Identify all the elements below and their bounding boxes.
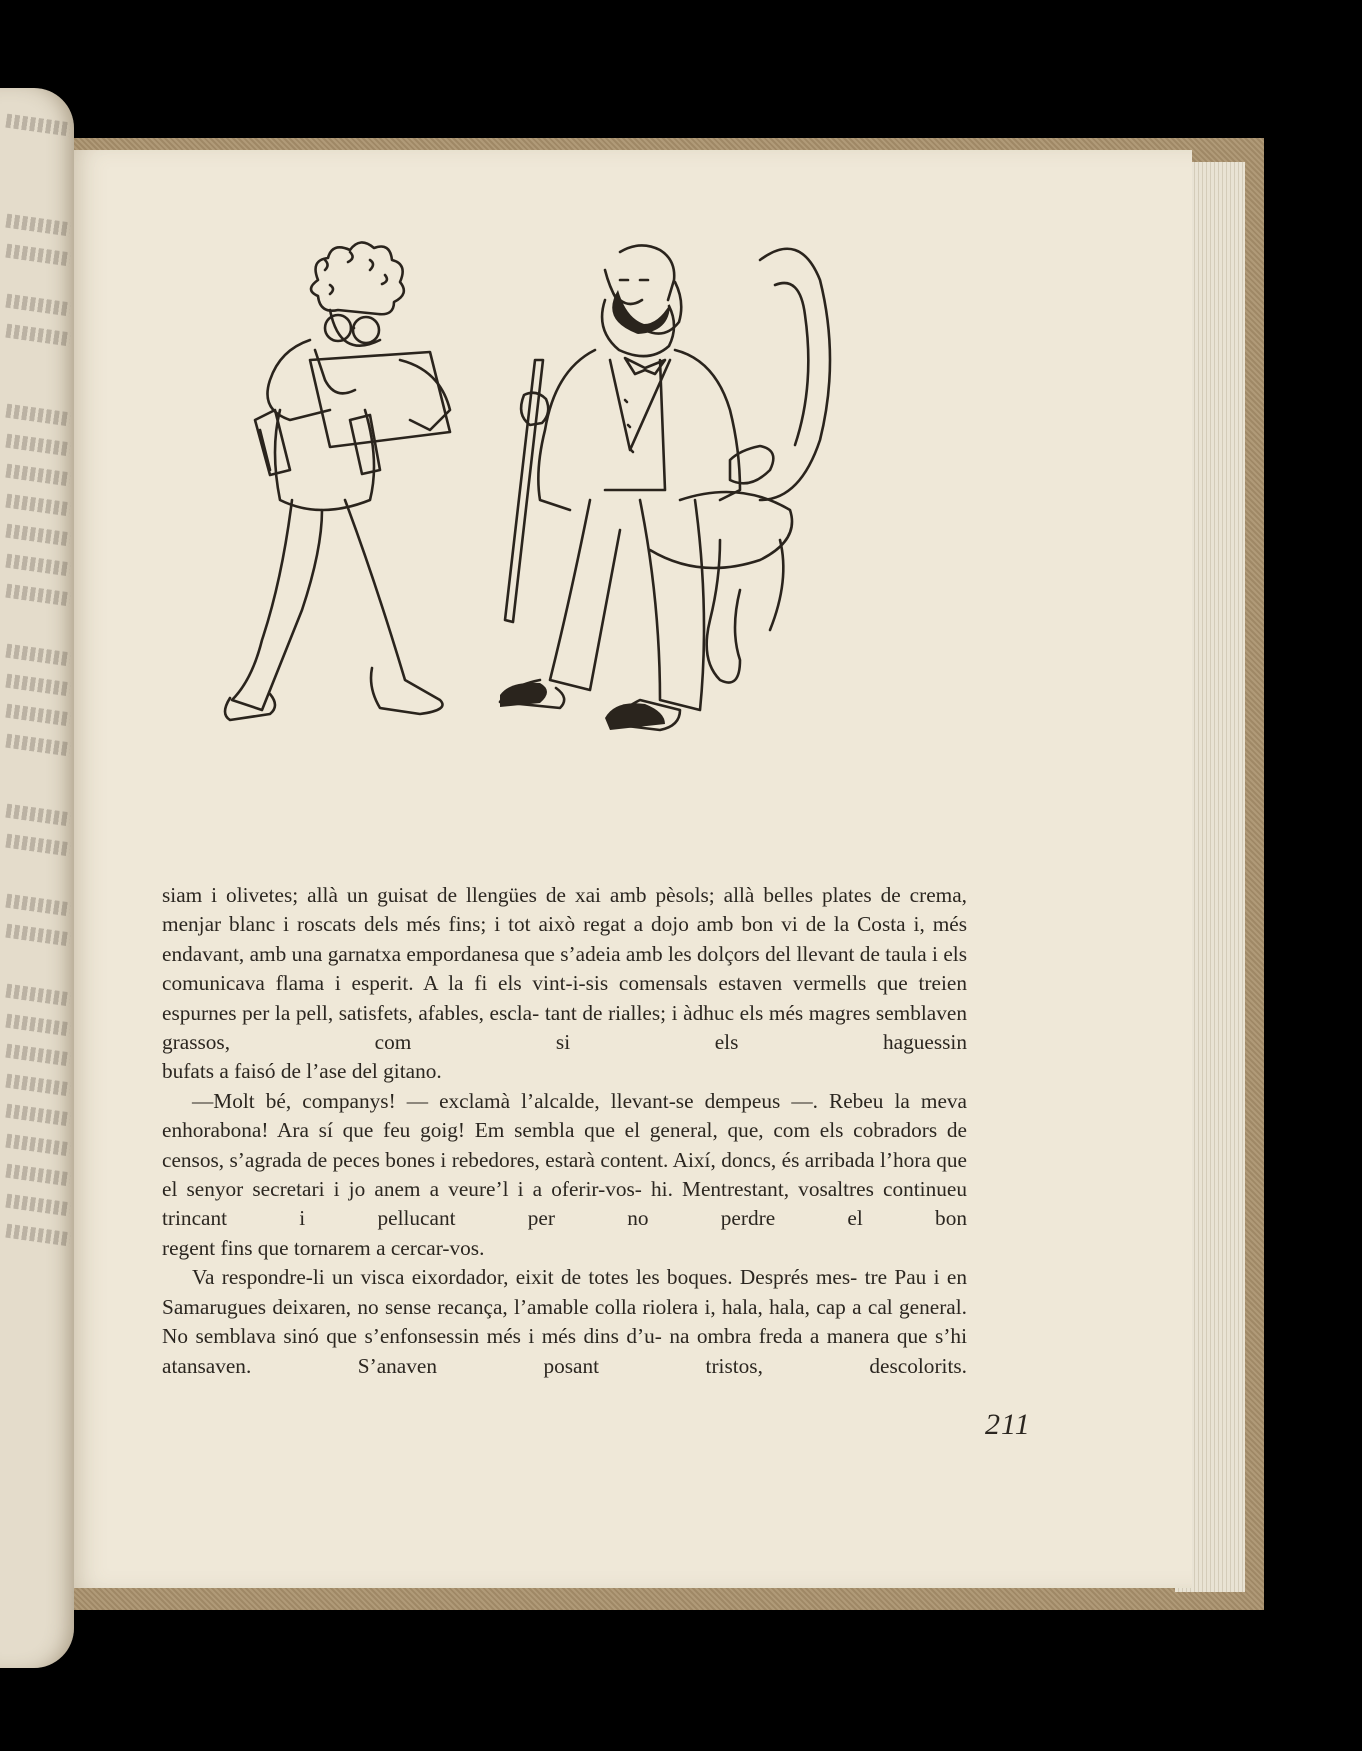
faded-text-line <box>5 1164 70 1187</box>
faded-text-line <box>5 674 70 697</box>
paragraph-last-line <box>162 1234 967 1263</box>
text-line: siam i olivetes; allà un guisat de llengües de xai amb pèsols; allà belles plates <box>162 883 872 907</box>
text-line: Va respondre-li un visca eixordador, eixit de totes les boques. Després mes- <box>192 1265 858 1290</box>
faded-text-line <box>5 1074 70 1097</box>
faded-text-line <box>5 524 70 547</box>
text-line: de crema, menjar blanc i roscats dels més fins; i tot això regat a dojo amb bon vi <box>162 883 968 937</box>
text-line: na ombra freda a manera que s’hi atansaven. S’anaven posant tristos, descolorits. <box>162 1324 967 1378</box>
faded-text-line <box>5 404 70 427</box>
paragraph <box>162 881 967 1057</box>
text-line: dolçors del llevant de taula i els comunicava flama i esperit. A la fi els vint-i-sis <box>162 941 967 996</box>
text-line: meva enhorabona! Ara sí que feu goig! Em sembla que el general, que, com <box>162 1088 968 1143</box>
faded-text-line <box>5 734 70 757</box>
paragraph <box>162 1087 967 1234</box>
text-line: regent fins que tornarem a cercar-vos. <box>162 1235 485 1260</box>
text-line: —Molt bé, companys! — exclamà l’alcalde, llevant-se dempeus —. Rebeu la <box>192 1088 910 1113</box>
figure-reading-man <box>225 242 450 720</box>
faded-text-line <box>5 804 70 827</box>
paragraph <box>162 1263 967 1381</box>
faded-text-line <box>5 894 70 917</box>
text-line: comensals estaven vermells que treien espurnes per la pell, satisfets, afables, escla- <box>162 971 967 1025</box>
text-line: els cobradors de censos, s’agrada de peces bones i rebedores, estarà content. Així, <box>162 1118 967 1172</box>
faded-text-line <box>5 114 70 137</box>
faded-text-line <box>5 464 70 487</box>
faded-text-line <box>5 214 70 237</box>
faded-text-line <box>5 984 70 1007</box>
ink-illustration <box>200 240 900 820</box>
text-line: tant de rialles; i àdhuc els més magres semblaven grassos, com si els haguessin <box>162 1000 967 1055</box>
faded-text-line <box>5 1104 70 1127</box>
faded-text-line <box>5 1044 70 1067</box>
faded-text-line <box>5 554 70 577</box>
faded-text-line <box>5 294 70 317</box>
text-line: hi. Mentrestant, vosaltres continueu trincant i pellucant per no perdre el bon <box>162 1177 967 1231</box>
faded-text-line <box>5 1224 70 1247</box>
text-line: hala, cap a cal general. No semblava sinó que s’enfonsessin més i més dins d’u- <box>162 1294 967 1349</box>
text-line: de la Costa i, més endavant, amb una garnatxa empordanesa que s’adeia amb les <box>162 912 968 966</box>
text-line: doncs, és arribada l’hora que el senyor secretari i jo anem a veure’l i a oferir-vos- <box>162 1147 968 1202</box>
faded-text-line <box>5 1134 70 1157</box>
faded-text-line <box>5 704 70 727</box>
text-line: bufats a faisó de l’ase del gitano. <box>162 1059 442 1084</box>
faded-text-line <box>5 1014 70 1037</box>
facing-page-edge <box>0 88 74 1668</box>
faded-text-line <box>5 494 70 517</box>
faded-text-line <box>5 244 70 267</box>
faded-text-line <box>5 584 70 607</box>
body-text <box>162 881 967 1381</box>
faded-text-line <box>5 834 70 857</box>
faded-text-line <box>5 434 70 457</box>
faded-text-line <box>5 924 70 947</box>
faded-text-line <box>5 1194 70 1217</box>
faded-text-line <box>5 324 70 347</box>
faded-text-line <box>5 644 70 667</box>
paragraph-last-line <box>162 1057 967 1086</box>
page-number: 211 <box>985 1408 1031 1441</box>
text-line: tre Pau i en Samarugues deixaren, no sense recança, l’amable colla riolera i, hala, <box>162 1265 968 1319</box>
